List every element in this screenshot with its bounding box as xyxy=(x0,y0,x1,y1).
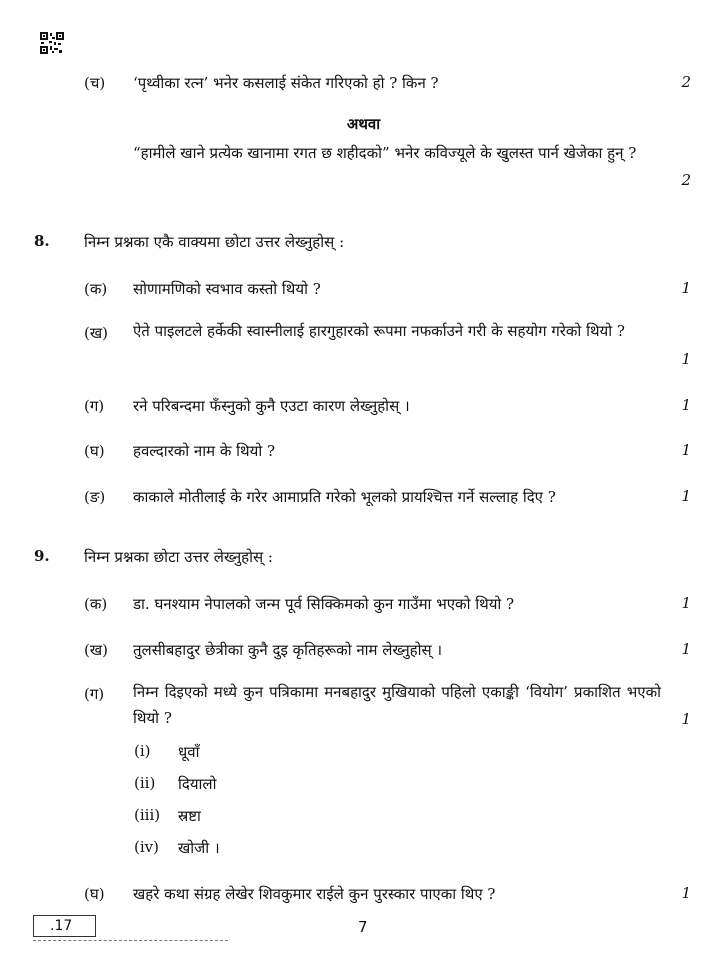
page-number: 7 xyxy=(358,918,368,936)
question-text: “हामीले खाने प्रत्येक खानामा रगत छ शहीदको” भनेर कविज्यूले के खुलस्त पार्न खेजेका हुन् ? xyxy=(133,144,637,162)
option-text: स्रष्टा xyxy=(178,807,201,825)
question-label: (घ) xyxy=(84,885,105,903)
question-label: (क) xyxy=(84,595,108,613)
question-label: (ग) xyxy=(84,685,105,703)
question-text: तुलसीबहादुर छेत्रीका कुनै दुइ कृतिहरूको नाम लेख्नुहोस् । xyxy=(133,641,443,659)
marks: 1 xyxy=(681,441,691,459)
question-heading: निम्न प्रश्नका एकै वाक्यमा छोटा उत्तर लेख्नुहोस् : xyxy=(84,233,345,251)
option-text: धूवाँ xyxy=(178,743,200,761)
option-label: (i) xyxy=(134,742,151,760)
option-text: खोजी । xyxy=(178,839,220,857)
question-text: हवल्दारको नाम के थियो ? xyxy=(133,442,276,460)
option-label: (ii) xyxy=(134,774,156,792)
option-label: (iii) xyxy=(134,806,161,824)
marks: 1 xyxy=(681,279,691,297)
marks: 1 xyxy=(681,710,691,728)
marks: 2 xyxy=(681,73,691,91)
marks: 1 xyxy=(681,487,691,505)
question-text: डा. घनश्याम नेपालको जन्म पूर्व सिक्किमको कुन गाउँमा भएको थियो ? xyxy=(133,595,515,613)
question-label: (ग) xyxy=(84,397,105,415)
question-label: (क) xyxy=(84,280,108,298)
question-text: ‘पृथ्वीका रत्न’ भनेर कसलाई संकेत गरिएको हो ? किन ? xyxy=(133,74,439,92)
marks: 2 xyxy=(681,171,691,189)
option-text: दियालो xyxy=(178,775,217,793)
question-text: ऐते पाइलटले हर्केकी स्वास्नीलाई हारगुहारको रूपमा नफर्काउने गरी के सहयोग गरेको थियो ? xyxy=(133,322,625,340)
question-text: निम्न दिइएको मध्ये कुन पत्रिकामा मनबहादुर मुखियाको पहिलो एकाङ्की ‘वियोग’ प्रकाशित भएको थियो ? xyxy=(133,683,661,727)
option-label: (iv) xyxy=(134,838,159,856)
paper-code: .17 xyxy=(33,915,96,937)
question-label: (ख) xyxy=(84,324,108,342)
athawa-heading: अथवा xyxy=(346,115,381,133)
marks: 1 xyxy=(681,350,691,368)
question-text: रने परिबन्दमा फँस्नुको कुनै एउटा कारण लेख्नुहोस् । xyxy=(133,397,410,415)
question-number: 8. xyxy=(34,232,50,250)
divider xyxy=(33,940,228,941)
question-label: (ख) xyxy=(84,641,108,659)
question-text: खहरे कथा संग्रह लेखेर शिवकुमार राईले कुन पुरस्कार पाएका थिए ? xyxy=(133,885,496,903)
marks: 1 xyxy=(681,594,691,612)
question-label: (ङ) xyxy=(84,488,106,506)
marks: 1 xyxy=(681,640,691,658)
question-text: सोणामणिको स्वभाव कस्तो थियो ? xyxy=(133,280,321,298)
question-label: (च) xyxy=(84,74,106,92)
question-label: (घ) xyxy=(84,442,105,460)
question-number: 9. xyxy=(34,547,50,565)
question-heading: निम्न प्रश्नका छोटा उत्तर लेख्नुहोस् : xyxy=(84,548,273,566)
marks: 1 xyxy=(681,396,691,414)
question-text: काकाले मोतीलाई के गरेर आमाप्रति गरेको भूलको प्रायश्चित्त गर्ने सल्लाह दिए ? xyxy=(133,488,556,506)
qr-code-icon xyxy=(40,32,64,54)
marks: 1 xyxy=(681,884,691,902)
